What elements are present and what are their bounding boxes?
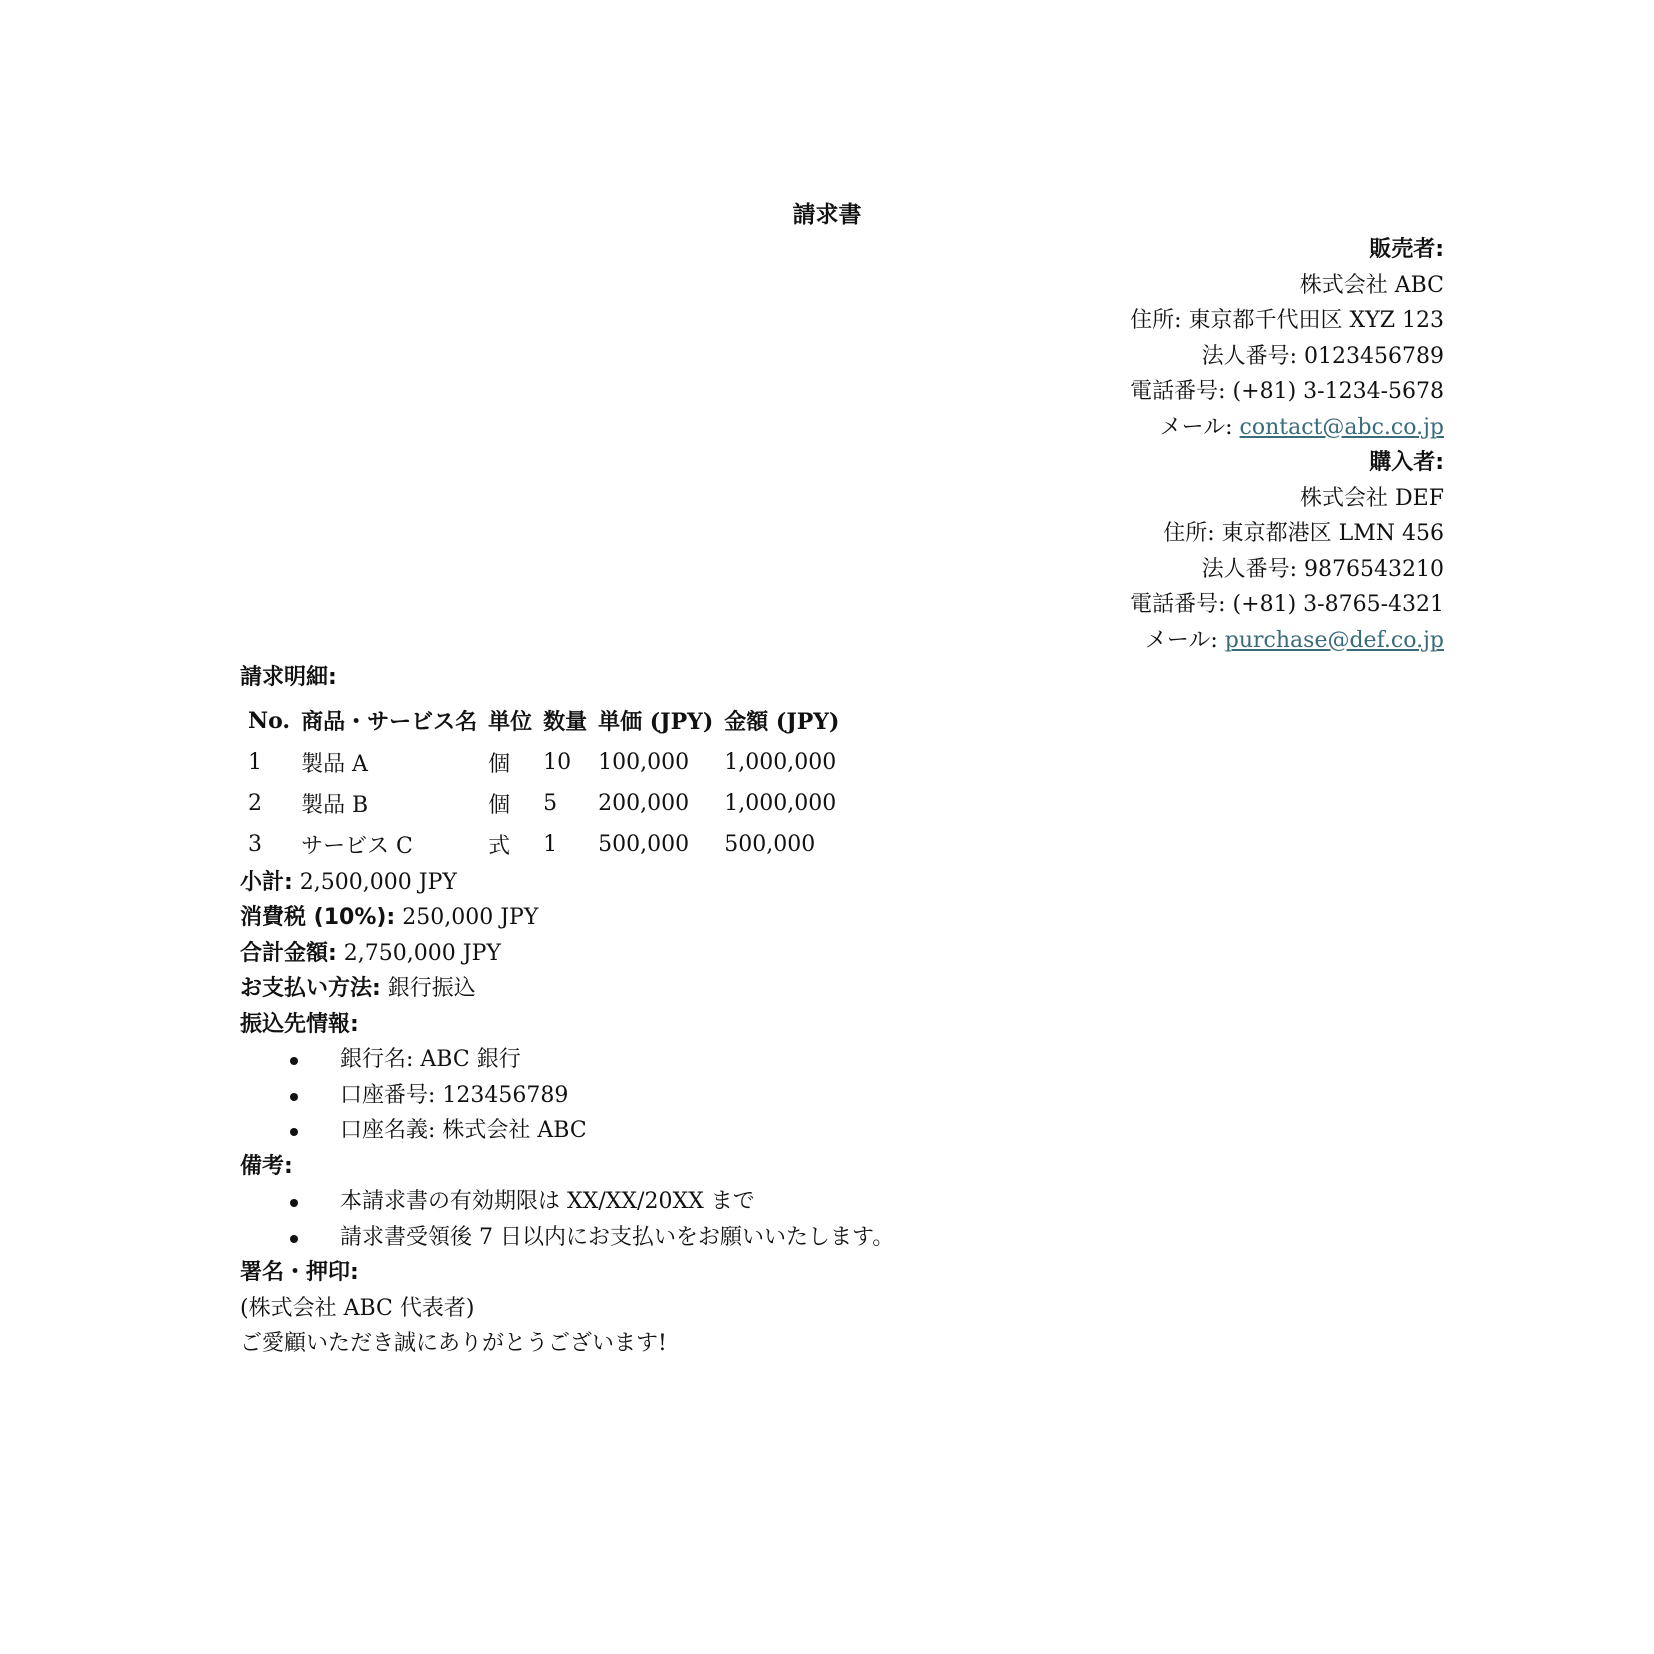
table-row bbox=[242, 824, 844, 865]
col-header-unit: 単位 bbox=[488, 709, 533, 735]
cell-amount: 500,000 bbox=[724, 831, 816, 857]
total-line bbox=[240, 936, 1440, 972]
seller-email-link[interactable]: contact@abc.co.jp bbox=[1239, 414, 1444, 440]
tax-label: 消費税 (10%): bbox=[240, 905, 396, 930]
transfer-account-holder: 口座名義: 株式会社 ABC bbox=[340, 1118, 587, 1143]
items-table bbox=[242, 700, 844, 865]
cell-price: 500,000 bbox=[598, 831, 690, 857]
bullet-icon bbox=[290, 1093, 298, 1101]
subtotal-line bbox=[240, 865, 1440, 901]
buyer-email-link[interactable]: purchase@def.co.jp bbox=[1224, 627, 1444, 653]
signature-heading: 署名・押印: bbox=[240, 1260, 359, 1285]
payment-method-line bbox=[240, 971, 1440, 1007]
subtotal-value: 2,500,000 JPY bbox=[292, 869, 457, 895]
buyer-heading: 購入者: bbox=[1369, 450, 1444, 475]
details-heading: 請求明細: bbox=[240, 665, 337, 690]
cell-name: 製品 B bbox=[301, 792, 369, 818]
subtotal-label: 小計: bbox=[240, 869, 293, 895]
invoice-body bbox=[240, 660, 1440, 1362]
cell-no: 3 bbox=[248, 831, 262, 857]
cell-name: 製品 A bbox=[301, 751, 368, 777]
transfer-account-number: 口座番号: 123456789 bbox=[340, 1082, 569, 1108]
transfer-heading: 振込先情報: bbox=[240, 1011, 359, 1037]
parties-block bbox=[744, 232, 1444, 658]
list-item bbox=[240, 1184, 1440, 1220]
tax-value: 250,000 JPY bbox=[395, 905, 539, 930]
bullet-icon bbox=[290, 1128, 298, 1136]
cell-price: 200,000 bbox=[598, 790, 690, 816]
cell-qty: 1 bbox=[543, 831, 558, 857]
document-title: 請求書 bbox=[792, 202, 862, 228]
tax-line bbox=[240, 900, 1440, 936]
cell-name: サービス C bbox=[301, 833, 413, 859]
col-header-name: 商品・サービス名 bbox=[301, 709, 478, 735]
buyer-company: 株式会社 DEF bbox=[1300, 485, 1444, 511]
payment-method-value: 銀行振込 bbox=[380, 976, 476, 1001]
cell-no: 1 bbox=[248, 749, 262, 775]
col-header-qty: 数量 bbox=[543, 709, 588, 735]
note-payment-deadline: 請求書受領後 7 日以内にお支払いをお願いいたします。 bbox=[340, 1224, 895, 1250]
buyer-email-line bbox=[744, 623, 1444, 659]
bullet-icon bbox=[290, 1235, 298, 1243]
cell-price: 100,000 bbox=[598, 749, 690, 775]
total-label: 合計金額: bbox=[240, 940, 337, 966]
payment-method-label: お支払い方法: bbox=[240, 976, 381, 1001]
list-item bbox=[240, 1042, 1440, 1078]
cell-qty: 5 bbox=[543, 790, 558, 816]
notes-heading: 備考: bbox=[240, 1153, 293, 1179]
cell-amount: 1,000,000 bbox=[724, 790, 837, 816]
cell-unit: 式 bbox=[488, 833, 511, 859]
col-header-price: 単価 (JPY) bbox=[598, 709, 714, 735]
notes-list bbox=[240, 1184, 1440, 1255]
seller-phone: 電話番号: (+81) 3-1234-5678 bbox=[1130, 379, 1444, 404]
transfer-bank: 銀行名: ABC 銀行 bbox=[340, 1047, 521, 1072]
transfer-list bbox=[240, 1042, 1440, 1149]
seller-company: 株式会社 ABC bbox=[1299, 272, 1444, 298]
seller-email-line bbox=[744, 410, 1444, 446]
table-header-row bbox=[242, 700, 844, 742]
cell-unit: 個 bbox=[488, 751, 511, 777]
cell-unit: 個 bbox=[488, 792, 511, 818]
table-row bbox=[242, 742, 844, 783]
list-item bbox=[240, 1113, 1440, 1149]
list-item bbox=[240, 1220, 1440, 1256]
signer-line: (株式会社 ABC 代表者) bbox=[240, 1295, 475, 1321]
seller-address: 住所: 東京都千代田区 XYZ 123 bbox=[1130, 308, 1444, 333]
bullet-icon bbox=[290, 1199, 298, 1207]
col-header-amount: 金額 (JPY) bbox=[724, 709, 840, 735]
col-header-no: No. bbox=[248, 707, 291, 734]
total-value: 2,750,000 JPY bbox=[336, 940, 501, 966]
seller-email-label: メール: bbox=[1159, 414, 1240, 440]
cell-amount: 1,000,000 bbox=[724, 749, 837, 775]
seller-heading: 販売者: bbox=[1369, 237, 1444, 262]
buyer-address: 住所: 東京都港区 LMN 456 bbox=[1163, 521, 1444, 546]
seller-corp-number: 法人番号: 0123456789 bbox=[1201, 343, 1444, 369]
buyer-corp-number: 法人番号: 9876543210 bbox=[1201, 556, 1444, 582]
table-row bbox=[242, 783, 844, 824]
note-validity: 本請求書の有効期限は XX/XX/20XX まで bbox=[340, 1189, 755, 1214]
bullet-icon bbox=[290, 1057, 298, 1065]
buyer-email-label: メール: bbox=[1144, 627, 1225, 653]
cell-no: 2 bbox=[248, 790, 262, 816]
closing-line: ご愛顧いただき誠にありがとうございます! bbox=[240, 1331, 667, 1356]
list-item bbox=[240, 1078, 1440, 1114]
buyer-phone: 電話番号: (+81) 3-8765-4321 bbox=[1130, 592, 1444, 617]
cell-qty: 10 bbox=[543, 749, 572, 775]
